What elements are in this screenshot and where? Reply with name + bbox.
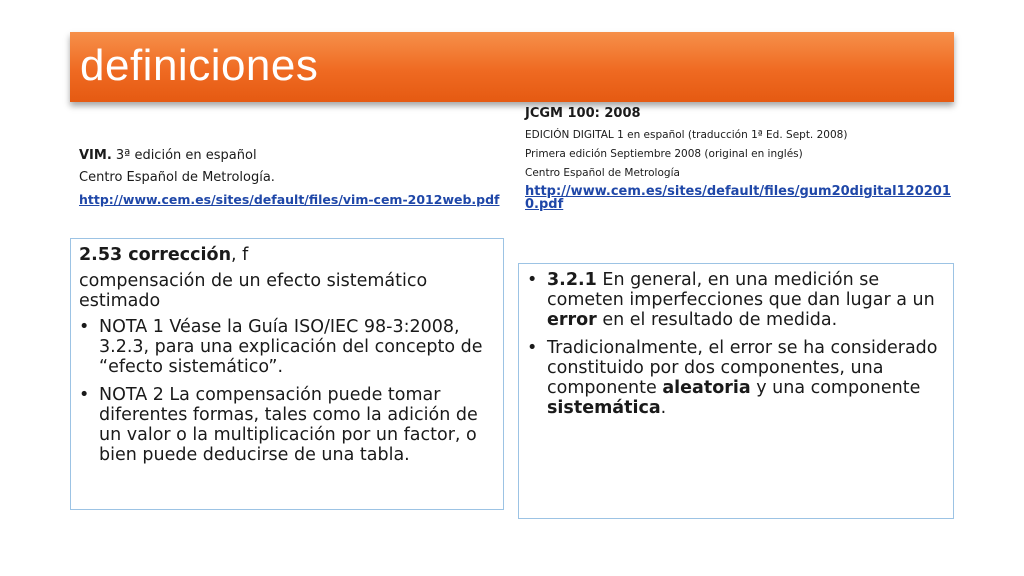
- error-explanation-box: [518, 263, 954, 519]
- bullet-2-end: .: [660, 398, 667, 418]
- term-definition: compensación de un efecto sistemático estimado: [79, 271, 428, 311]
- jcgm-code: JCGM 100: 2008: [525, 106, 641, 121]
- random-term: aleatoria: [662, 378, 751, 398]
- gum-pdf-link[interactable]: http://www.cem.es/sites/default/files/gum20digital1202010.pdf: [525, 184, 951, 212]
- term-suffix: , f: [231, 245, 249, 265]
- vim-label: VIM.: [79, 148, 112, 163]
- notes-list: [79, 317, 493, 465]
- vim-pdf-link[interactable]: http://www.cem.es/sites/default/files/vim-cem-2012web.pdf: [79, 192, 500, 207]
- bullet-2-text: Tradicionalmente, el error se ha considerado constituido por dos componentes, una componente: [547, 338, 938, 398]
- error-bullets: [527, 270, 939, 418]
- list-item: [79, 385, 493, 465]
- right-reference: [525, 106, 955, 217]
- bullet-icon: •: [527, 270, 538, 290]
- section-number: 3.2.1: [547, 270, 597, 290]
- term-number: 2.53 corrección: [79, 245, 232, 265]
- term-heading: [79, 245, 493, 265]
- list-item: [527, 270, 939, 330]
- jcgm-first-edition: Primera edición Septiembre 2008 (original en inglés): [525, 148, 803, 160]
- list-item: [79, 317, 493, 377]
- jcgm-edition: EDICIÓN DIGITAL 1 en español (traducción 1ª Ed. Sept. 2008): [525, 129, 848, 141]
- bullet-icon: •: [79, 385, 90, 405]
- left-reference-publisher: Centro Español de Metrología.: [79, 170, 275, 185]
- list-item: [527, 338, 939, 418]
- systematic-term: sistemática: [547, 398, 661, 418]
- bullet-1-text: En general, en una medición se cometen imperfecciones que dan lugar a un: [547, 270, 935, 310]
- bullet-1-end: en el resultado de medida.: [596, 310, 838, 330]
- bullet-icon: •: [79, 317, 90, 337]
- jcgm-publisher: Centro Español de Metrología: [525, 167, 680, 179]
- left-reference: [79, 148, 499, 214]
- correction-definition-box: [70, 238, 504, 510]
- bullet-icon: •: [527, 338, 538, 358]
- error-term: error: [547, 310, 597, 330]
- slide-title: definiciones: [80, 41, 319, 90]
- note-2-text: NOTA 2 La compensación puede tomar diferentes formas, tales como la adición de un valor o la multiplicación por un factor, o bien puede deducirse de una tabla.: [99, 385, 478, 465]
- note-1-text: NOTA 1 Véase la Guía ISO/IEC 98-3:2008, 3.2.3, para una explicación del concepto de “efecto sistemático”.: [99, 317, 483, 377]
- bullet-2-mid: y una componente: [750, 378, 921, 398]
- title-bar: [70, 32, 954, 102]
- vim-edition-text: 3ª edición en español: [111, 148, 257, 163]
- left-reference-edition: [79, 148, 499, 164]
